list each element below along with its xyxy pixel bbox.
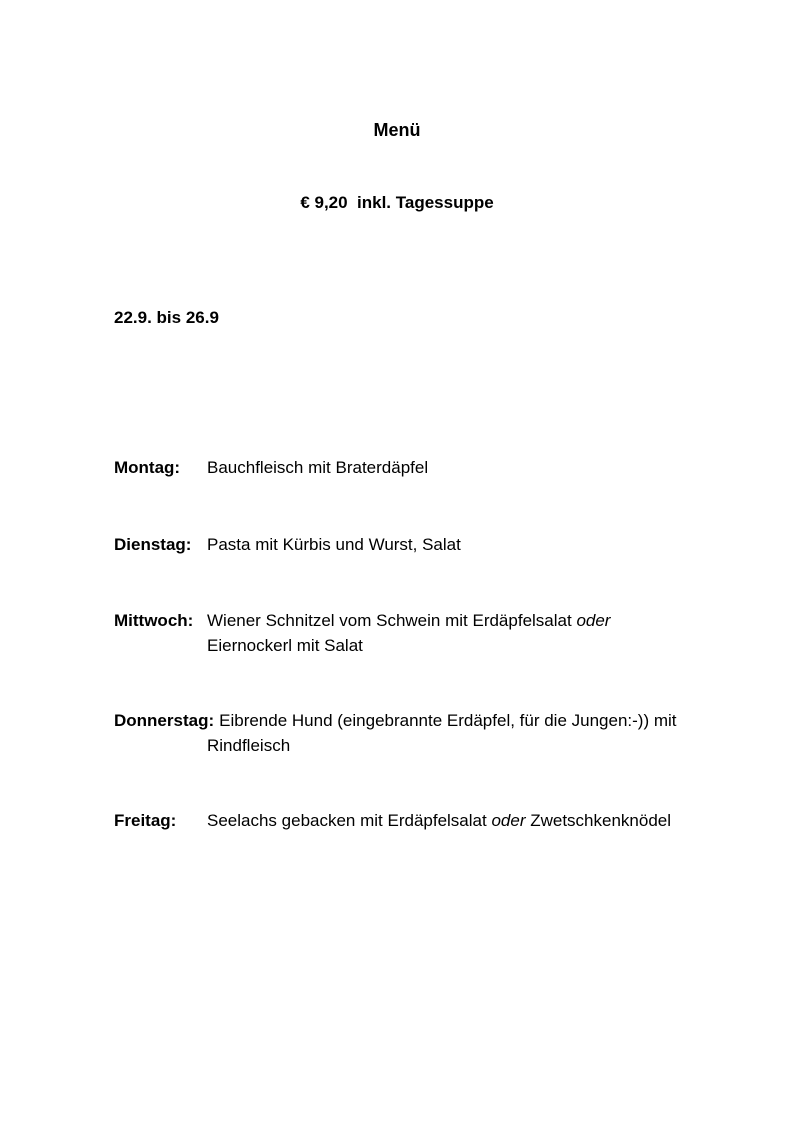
dish-mittwoch-part2: Eiernockerl mit Salat — [207, 636, 363, 655]
dish-freitag-part1: Seelachs gebacken mit Erdäpfelsalat — [207, 811, 492, 830]
dish-mittwoch-part1: Wiener Schnitzel vom Schwein mit Erdäpfelsalat — [207, 611, 577, 630]
day-label-montag: Montag: — [114, 458, 181, 477]
menu-row-mittwoch — [114, 608, 754, 658]
dish-montag: Bauchfleisch mit Braterdäpfel — [207, 458, 429, 477]
menu-row-freitag — [114, 808, 754, 833]
date-range: 22.9. bis 26.9 — [114, 308, 219, 327]
menu-row-dienstag — [114, 532, 754, 557]
dish-freitag-part2: Zwetschkenknödel — [525, 811, 672, 830]
day-label-dienstag: Dienstag: — [114, 535, 192, 554]
dish-freitag-or: oder — [491, 811, 526, 830]
dish-mittwoch-or: oder — [576, 611, 611, 630]
day-label-freitag: Freitag: — [114, 811, 177, 830]
menu-row-donnerstag — [114, 708, 754, 758]
day-label-mittwoch: Mittwoch: — [114, 611, 194, 630]
dish-donnerstag-part2: Rindfleisch — [207, 736, 291, 755]
price-line: € 9,20 inkl. Tagessuppe — [300, 193, 494, 212]
dish-dienstag: Pasta mit Kürbis und Wurst, Salat — [207, 535, 461, 554]
page-title: Menü — [373, 120, 421, 140]
day-label-donnerstag: Donnerstag: — [114, 711, 215, 730]
dish-donnerstag-part1: Eibrende Hund (eingebrannte Erdäpfel, für die Jungen:-)) mit — [219, 711, 677, 730]
menu-row-montag — [114, 455, 754, 480]
